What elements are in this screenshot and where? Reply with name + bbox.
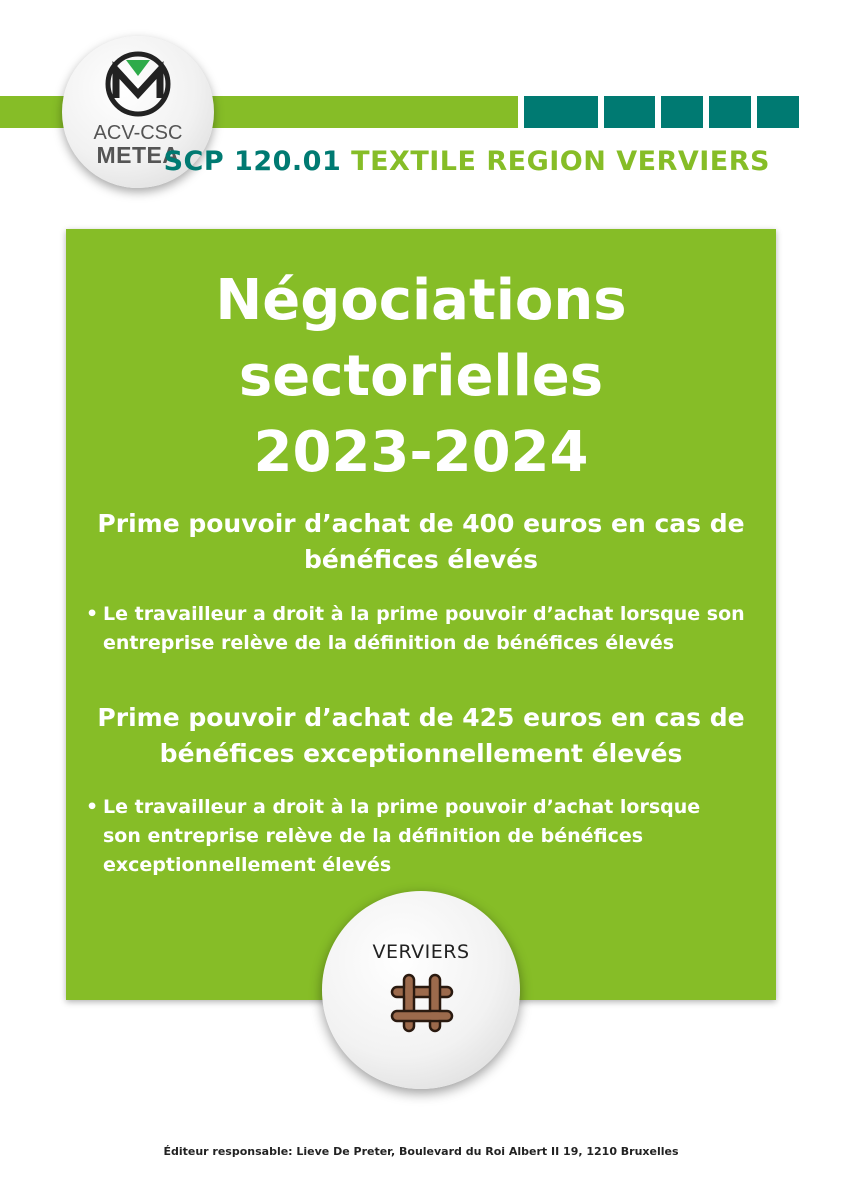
section-heading-line: bénéfices élevés xyxy=(303,545,539,574)
bullet-dot-icon: • xyxy=(86,796,99,818)
main-title xyxy=(66,263,776,491)
committee-name: TEXTILE REGION VERVIERS xyxy=(351,146,770,177)
teal-block xyxy=(757,96,799,128)
section-heading-line: Prime pouvoir d’achat de 400 euros en cas de xyxy=(97,509,745,538)
bullet-text-line: son entreprise relève de la définition de bénéfices xyxy=(103,825,644,847)
teal-block xyxy=(524,96,598,128)
bullet-text-line: entreprise relève de la définition de bénéfices élevés xyxy=(103,632,675,654)
section-heading-425 xyxy=(76,700,766,772)
verviers-badge xyxy=(322,891,520,1089)
bullet-text-line: exceptionnellement élevés xyxy=(103,854,392,876)
page-header-title xyxy=(164,146,770,177)
teal-block xyxy=(604,96,655,128)
woven-textile-icon xyxy=(386,973,458,1033)
section-heading-line: Prime pouvoir d’achat de 425 euros en cas de xyxy=(97,703,745,732)
bullet-text-line: Le travailleur a droit à la prime pouvoir d’achat lorsque son xyxy=(103,603,745,625)
section-heading-line: bénéfices exceptionnellement élevés xyxy=(159,739,683,768)
main-title-line: 2023-2024 xyxy=(253,420,589,485)
section-heading-400 xyxy=(76,506,766,578)
main-title-line: sectorielles xyxy=(238,344,604,409)
verviers-label: VERVIERS xyxy=(372,941,470,963)
main-title-line: Négociations xyxy=(215,268,627,333)
logo-text-metea: METEA xyxy=(96,142,180,168)
bullet-dot-icon: • xyxy=(86,603,99,625)
bullet-item-400 xyxy=(86,600,766,658)
main-green-panel xyxy=(66,229,776,1000)
footer-publisher: Éditeur responsable: Lieve De Preter, Boulevard du Roi Albert II 19, 1210 Bruxelles xyxy=(163,1145,679,1158)
teal-block xyxy=(709,96,751,128)
committee-code: SCP 120.01 xyxy=(163,146,342,177)
bullet-text-line: Le travailleur a droit à la prime pouvoir d’achat lorsque xyxy=(103,796,701,818)
logo-text-acv-csc: ACV-CSC xyxy=(93,122,183,144)
header-teal-blocks xyxy=(524,96,805,128)
acv-csc-logo-mark-icon xyxy=(102,48,174,120)
bullet-item-425 xyxy=(86,793,766,880)
teal-block xyxy=(661,96,703,128)
